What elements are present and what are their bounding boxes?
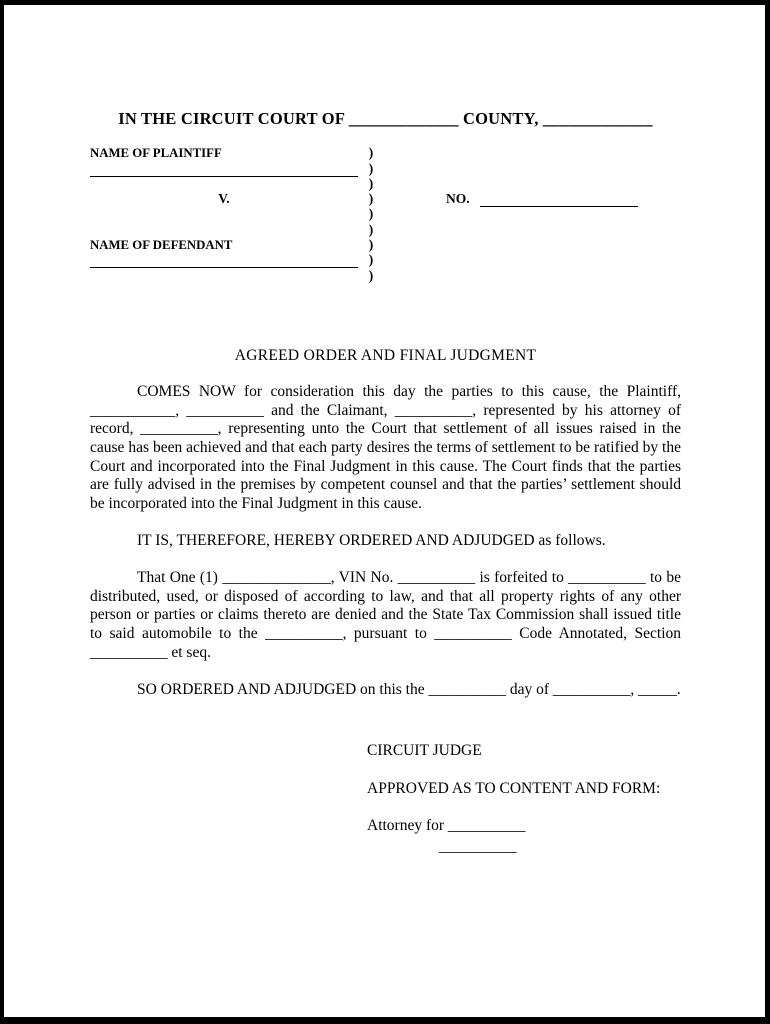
paragraph-comes-now: COMES NOW for consideration this day the parties to this cause, the Plaintiff, ___________, __________ and the Claimant, __________, represented by his attorney of record, __________, representing unto the Court that settlement of all issues raised in the cause has been achieved and that each party desires the terms of settlement to be ratified by the Court and incorporated into the Final Judgment in this cause. The Court finds that the parties are fully advised in the premises by competent counsel and that the parties’ settlement should be incorporated into the Final Judgment in this cause.: [90, 383, 681, 512]
caption-row: [90, 268, 681, 283]
document-body: [90, 383, 681, 699]
signature-block: [367, 742, 681, 857]
caption-row: [90, 222, 681, 237]
caption-paren: ): [368, 175, 374, 191]
caption-row: [90, 146, 681, 161]
caption-paren: ): [368, 191, 374, 207]
caption-paren: ): [368, 252, 374, 268]
versus-label: V.: [218, 191, 230, 207]
caption-paren: ): [368, 267, 374, 283]
caption-paren: ): [368, 221, 374, 237]
plaintiff-label: NAME OF PLAINTIFF: [90, 146, 222, 161]
caption-row: [90, 253, 681, 268]
defendant-label: NAME OF DEFENDANT: [90, 238, 233, 253]
attorney-for-line: Attorney for __________: [367, 816, 526, 834]
caption-row: [90, 192, 681, 207]
case-no-label: NO.: [446, 191, 470, 207]
approved-line: APPROVED AS TO CONTENT AND FORM:: [367, 779, 661, 797]
caption-paren: ): [368, 206, 374, 222]
plaintiff-underline: [90, 176, 358, 177]
caption-row: [90, 207, 681, 222]
paragraph-so-ordered: SO ORDERED AND ADJUDGED on this the __________ day of __________, _____.: [137, 680, 681, 698]
caption-row: [90, 238, 681, 253]
caption-paren: ): [368, 145, 374, 161]
case-caption: [90, 146, 681, 284]
attorney-blank-line: __________: [439, 838, 517, 856]
document-title: AGREED ORDER AND FINAL JUDGMENT: [234, 346, 537, 364]
defendant-underline: [90, 267, 358, 268]
paragraph-ordered-adjudged: IT IS, THEREFORE, HEREBY ORDERED AND ADJUDGED as follows.: [137, 532, 606, 550]
paragraph-forfeiture: That One (1) ______________, VIN No. __________ is forfeited to __________ to be distributed, used, or disposed of according to law, and that all property rights of any other person or parties or claims thereto are denied and the State Tax Commission shall issued title to said automobile to the __________, pursuant to __________ Code Annotated, Section __________ et seq.: [90, 569, 681, 661]
document-content: [4, 109, 765, 857]
case-no-underline: [480, 194, 638, 207]
caption-paren: ): [368, 237, 374, 253]
court-header: IN THE CIRCUIT COURT OF _____________ COUNTY, _____________: [118, 109, 653, 128]
caption-row: [90, 161, 681, 176]
caption-row: [90, 177, 681, 192]
caption-paren: ): [368, 160, 374, 176]
circuit-judge-line: CIRCUIT JUDGE: [367, 742, 482, 760]
